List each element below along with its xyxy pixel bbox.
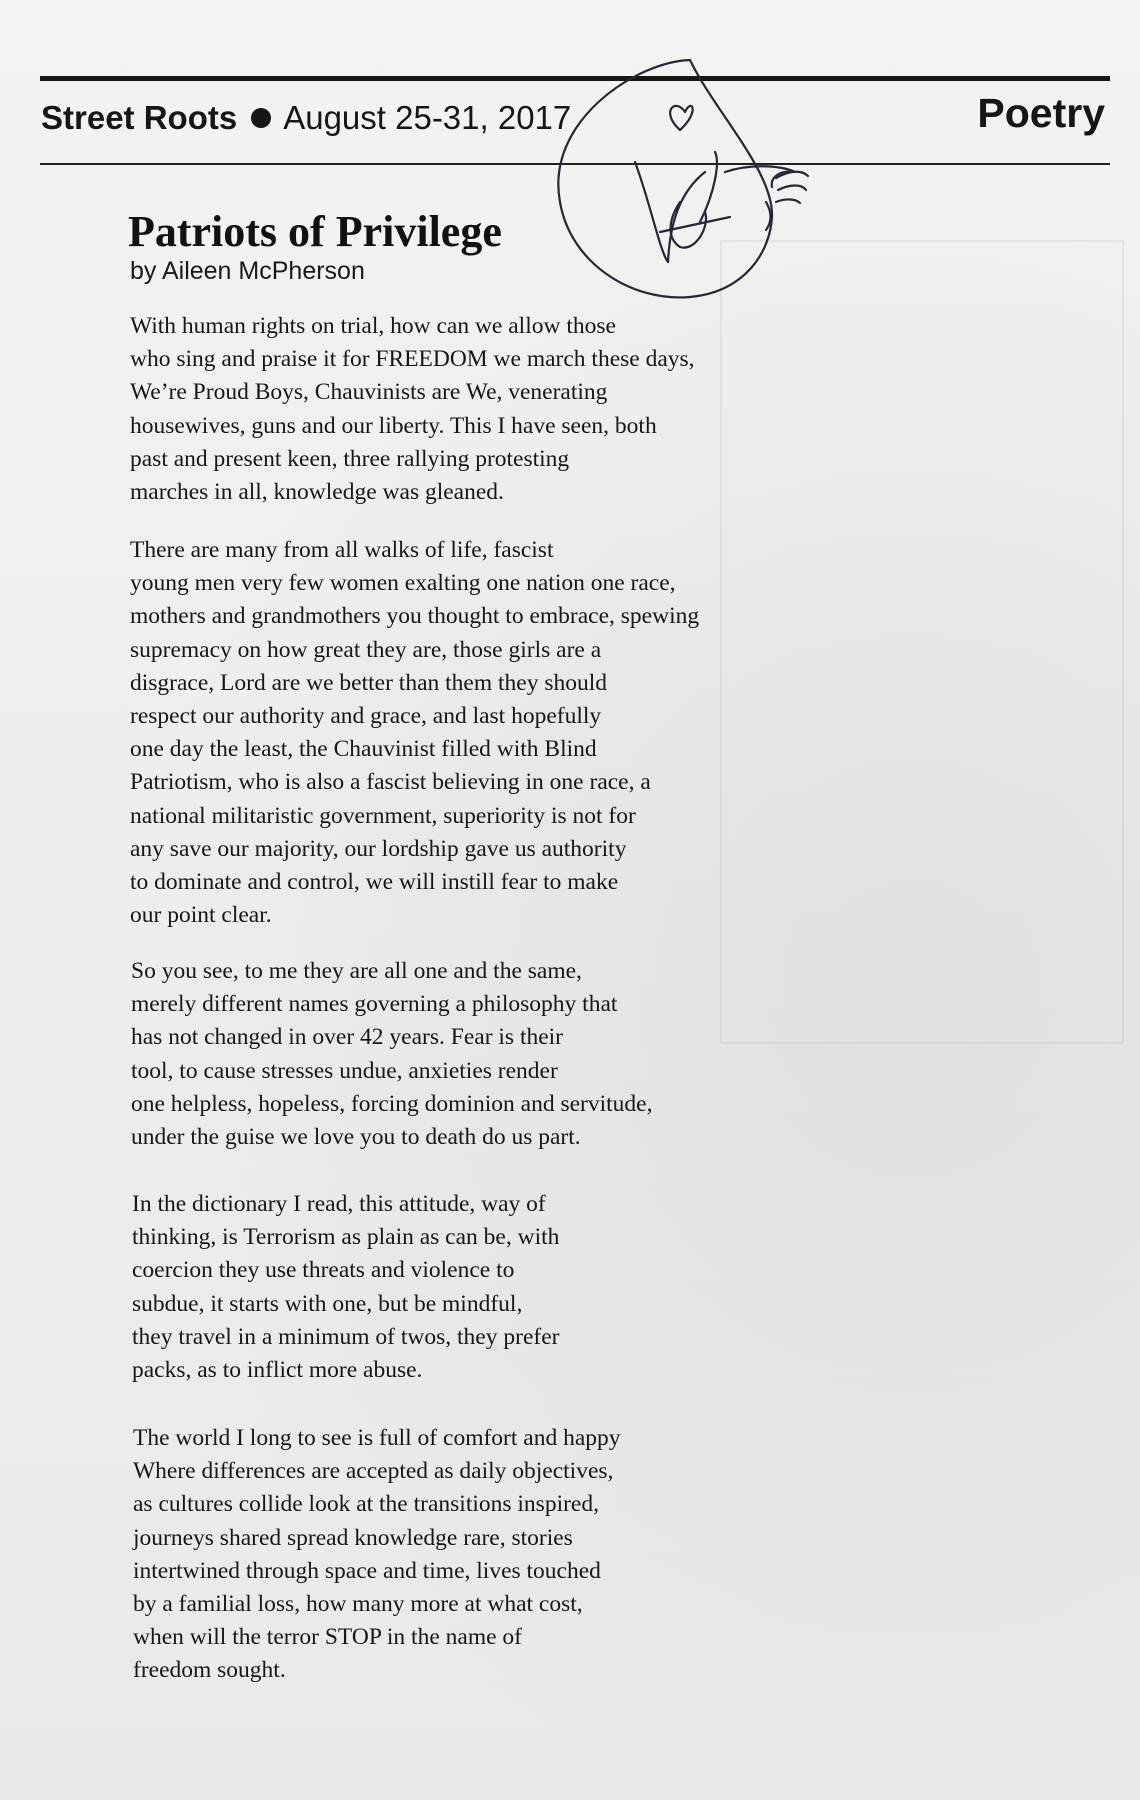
poem-line: past and present keen, three rallying protesting <box>130 445 570 472</box>
poem-line: supremacy on how great they are, those girls are a <box>130 636 602 663</box>
poem-line: as cultures collide look at the transitions inspired, <box>133 1491 599 1518</box>
poem-line: marches in all, knowledge was gleaned. <box>130 478 504 505</box>
poem-line: young men very few women exalting one nation one race, <box>130 570 676 597</box>
poem-stanza <box>133 1422 621 1688</box>
issue-date: August 25-31, 2017 <box>283 99 572 136</box>
poem-line: intertwined through space and time, lives touched <box>133 1557 601 1584</box>
poem-line: disgrace, Lord are we better than them they should <box>130 669 608 696</box>
poem-line: housewives, guns and our liberty. This I have seen, both <box>130 412 657 439</box>
masthead <box>41 96 571 140</box>
poem-line: The world I long to see is full of comfort and happy <box>133 1425 621 1451</box>
section-label: Poetry <box>977 90 1105 136</box>
poem-line: has not changed in over 42 years. Fear is their <box>131 1024 564 1051</box>
poem-line: In the dictionary I read, this attitude, way of <box>132 1191 546 1217</box>
poem-line: With human rights on trial, how can we allow those <box>130 313 616 339</box>
poem-line: mothers and grandmothers you thought to embrace, spewing <box>130 603 700 630</box>
poem-stanza <box>132 1188 559 1387</box>
poem-line: tool, to cause stresses undue, anxieties render <box>131 1057 558 1084</box>
poem-title: Patriots of Privilege <box>128 207 502 256</box>
poem-byline: by Aileen McPherson <box>130 257 365 285</box>
poem-line: There are many from all walks of life, fascist <box>130 537 554 563</box>
poem-line: they travel in a minimum of twos, they prefer <box>132 1323 560 1350</box>
poem-line: thinking, is Terrorism as plain as can be, with <box>132 1224 560 1251</box>
poem-stanza <box>131 955 652 1154</box>
poem-line: who sing and praise it for FREEDOM we march these days, <box>130 346 695 373</box>
poem-line: one day the least, the Chauvinist filled with Blind <box>130 736 597 763</box>
poem-line: We’re Proud Boys, Chauvinists are We, venerating <box>130 379 608 406</box>
poem-line: packs, as to inflict more abuse. <box>132 1356 423 1383</box>
poem-stanza <box>130 534 699 932</box>
bullet-dot <box>251 108 271 128</box>
poem-line: merely different names governing a philosophy that <box>131 991 618 1018</box>
publication-name: Street Roots <box>41 99 238 136</box>
poem-line: any save our majority, our lordship gave us authority <box>130 835 627 862</box>
poem-line: subdue, it starts with one, but be mindful, <box>132 1290 523 1317</box>
poem-line: journeys shared spread knowledge rare, stories <box>133 1524 573 1551</box>
handwritten-autograph <box>540 52 840 312</box>
poem-line: freedom sought. <box>133 1657 286 1684</box>
poem-line: coercion they use threats and violence to <box>132 1257 515 1284</box>
poem-line: Patriotism, who is also a fascist believing in one race, a <box>130 769 651 796</box>
show-through-box <box>720 240 1124 1044</box>
poem-line: by a familial loss, how many more at what cost, <box>133 1590 583 1617</box>
poem-stanza <box>130 310 695 509</box>
poem-line: Where differences are accepted as daily objectives, <box>133 1458 614 1485</box>
poem-line: one helpless, hopeless, forcing dominion and servitude, <box>131 1090 653 1117</box>
poem-line: when will the terror STOP in the name of <box>133 1624 522 1651</box>
poem-line: our point clear. <box>130 902 272 929</box>
poem-line: respect our authority and grace, and last hopefully <box>130 702 602 729</box>
poem-line: to dominate and control, we will instill fear to make <box>130 868 619 895</box>
poem-line: under the guise we love you to death do us part. <box>131 1123 581 1150</box>
poem-line: national militaristic government, superiority is not for <box>130 802 636 829</box>
poem-line: So you see, to me they are all one and the same, <box>131 958 582 984</box>
